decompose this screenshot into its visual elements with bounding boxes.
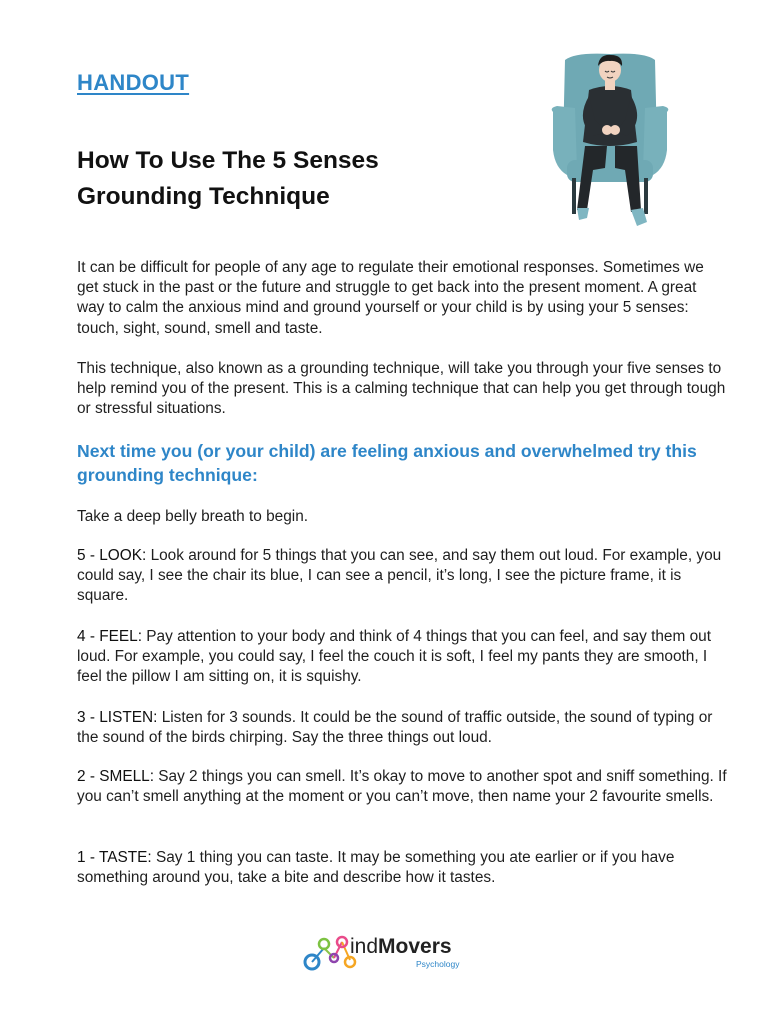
step-listen [77,708,727,748]
step-label: 3 - LISTEN: [77,709,158,726]
handout-label: HANDOUT [77,70,190,95]
instructions-subheading: Next time you (or your child) are feeling anxious and overwhelmed try this grounding technique: [77,441,697,485]
step-text: Say 1 thing you can taste. It may be something you ate earlier or if you have something around you, take a bite and describe how it tastes. [77,849,675,887]
page-title [77,143,497,215]
step-text: Say 2 things you can smell. It’s okay to move to another spot and sniff something. If you can’t smell anything at the moment or you can’t move, then name your 2 favourite smells. [77,768,727,806]
step-text: Pay attention to your body and think of 4 things that you can feel, and say them out loud. For example, you could say, I feel the couch it is soft, I feel my pants they are smooth, I feel the pillow I am sitting on, it is squishy. [77,628,711,686]
title-line-1: How To Use The 5 Senses [77,147,379,174]
start-instruction: Take a deep belly breath to begin. [77,508,309,525]
step-label: 5 - LOOK: [77,547,147,564]
step-feel [77,627,727,688]
step-label: 4 - FEEL: [77,628,143,645]
step-label: 2 - SMELL: [77,768,154,785]
logo-wordmark [350,935,452,959]
intro-paragraph-1: It can be difficult for people of any age to regulate their emotional responses. Sometimes we get stuck in the past or the future and struggle to get back into the present moment. A great way to calm the anxious mind and ground yourself or your child is by using your 5 senses: touch, sight, sound, smell and taste. [77,259,704,337]
step-text: Listen for 3 sounds. It could be the sound of traffic outside, the sound of typing or the sound of the birds chirping. Say the three things out loud. [77,709,713,747]
logo-text-part1: ind [350,935,379,958]
step-label: 1 - TASTE: [77,849,152,866]
intro-paragraph-2: This technique, also known as a grounding technique, will take you through your five senses to help remind you of the present. This is a calming technique that can help you get through tough or stressful situations. [77,360,726,418]
logo-text-part2: Movers [378,935,452,958]
title-line-2: Grounding Technique [77,183,330,210]
step-text: Look around for 5 things that you can see, and say them out loud. For example, you could say, I see the chair its blue, I can see a pencil, it’s long, I see the picture frame, it is square. [77,547,722,605]
step-look [77,546,727,607]
person-sitting-in-armchair-illustration [545,50,675,232]
logo-subtitle: Psychology [416,959,460,969]
step-smell [77,767,727,807]
step-taste [77,848,727,888]
